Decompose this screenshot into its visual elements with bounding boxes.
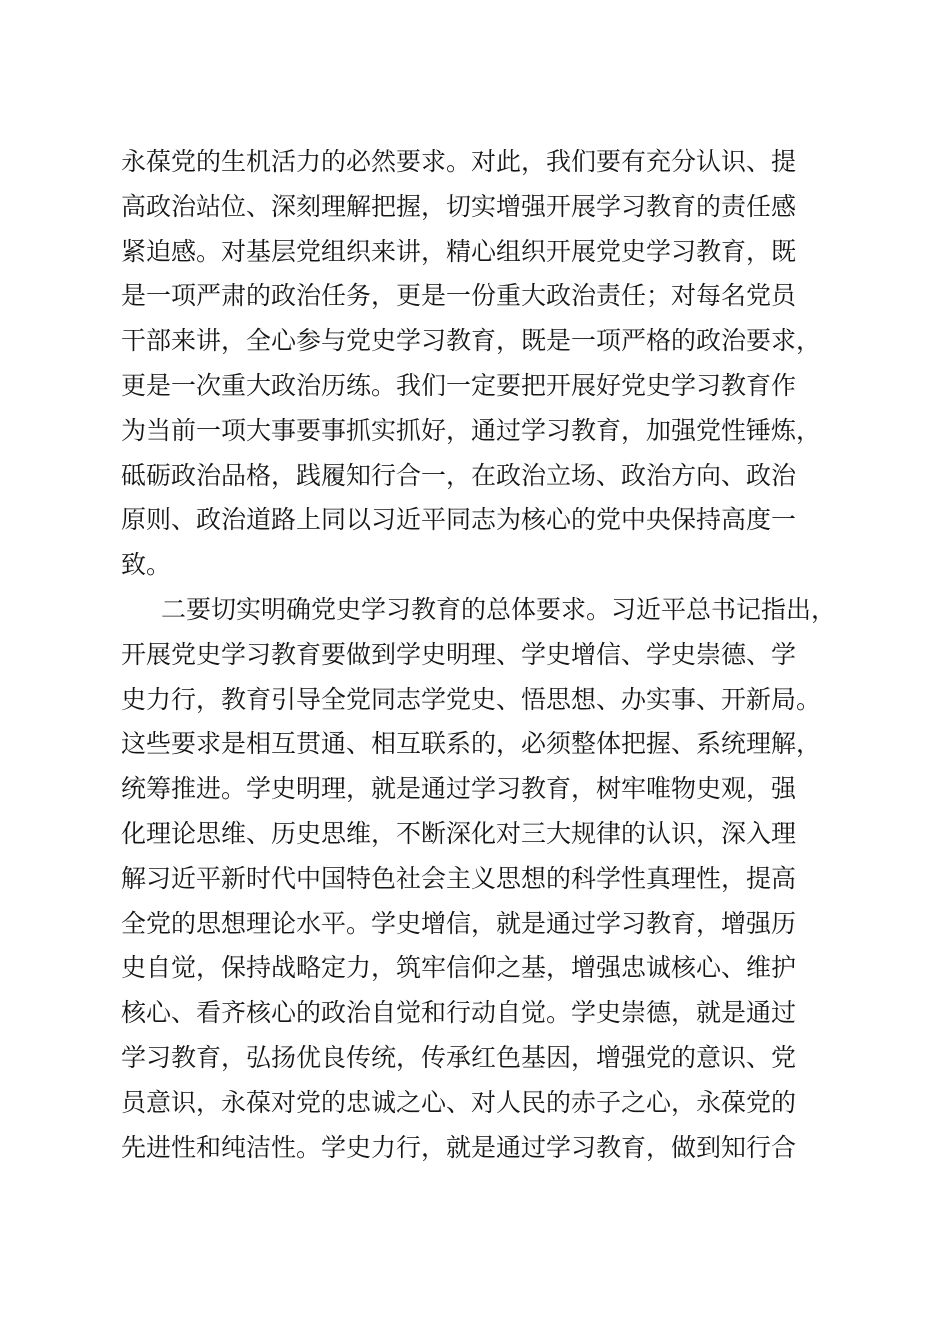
- paragraph-line: 更是一次重大政治历练。我们一定要把开展好党史学习教育作: [121, 370, 797, 400]
- body-text: [121, 140, 837, 1170]
- paragraph-line: 开展党史学习教育要做到学史明理、学史增信、学史崇德、学: [121, 639, 797, 669]
- paragraph-line: 紧迫感。对基层党组织来讲，精心组织开展党史学习教育，既: [121, 236, 797, 266]
- paragraph-line: 统筹推进。学史明理，就是通过学习教育，树牢唯物史观，强: [121, 774, 797, 804]
- paragraph-line: 全党的思想理论水平。学史增信，就是通过学习教育，增强历: [121, 908, 797, 938]
- paragraph-line: 致。: [121, 550, 172, 580]
- paragraph-line: 核心、看齐核心的政治自觉和行动自觉。学史崇德，就是通过: [121, 998, 797, 1028]
- paragraph-line: 永葆党的生机活力的必然要求。对此，我们要有充分认识、提: [121, 147, 797, 176]
- paragraph-line: 为当前一项大事要事抓实抓好，通过学习教育，加强党性锤炼，: [121, 415, 822, 445]
- paragraph-line: 史自觉，保持战略定力，筑牢信仰之基，增强忠诚核心、维护: [121, 953, 797, 983]
- paragraph-line: 高政治站位、深刻理解把握，切实增强开展学习教育的责任感: [121, 191, 797, 221]
- paragraph-line: 化理论思维、历史思维，不断深化对三大规律的认识，深入理: [121, 818, 797, 848]
- paragraph-line: 学习教育，弘扬优良传统，传承红色基因，增强党的意识、党: [121, 1042, 797, 1072]
- paragraph-line: 砥砺政治品格，践履知行合一，在政治立场、政治方向、政治: [121, 460, 797, 490]
- paragraph-line: 员意识，永葆对党的忠诚之心、对人民的赤子之心，永葆党的: [121, 1087, 797, 1117]
- paragraph-line: 干部来讲，全心参与党史学习教育，既是一项严格的政治要求，: [121, 326, 822, 356]
- paragraph-line: 先进性和纯洁性。学史力行，就是通过学习教育，做到知行合: [121, 1132, 797, 1162]
- paragraph-line: 史力行，教育引导全党同志学党史、悟思想、办实事、开新局。: [121, 684, 822, 714]
- paragraph-line: 是一项严肃的政治任务，更是一份重大政治责任；对每名党员: [121, 281, 797, 311]
- paragraph-line: 原则、政治道路上同以习近平同志为核心的党中央保持高度一: [121, 505, 797, 535]
- paragraph-line: 解习近平新时代中国特色社会主义思想的科学性真理性，提高: [121, 863, 797, 893]
- paragraph-line: 二要切实明确党史学习教育的总体要求。习近平总书记指出，: [161, 594, 837, 624]
- paragraph-1: [121, 140, 831, 588]
- paragraph-2: [121, 588, 837, 1170]
- paragraph-line: 这些要求是相互贯通、相互联系的，必须整体把握、系统理解，: [121, 729, 822, 759]
